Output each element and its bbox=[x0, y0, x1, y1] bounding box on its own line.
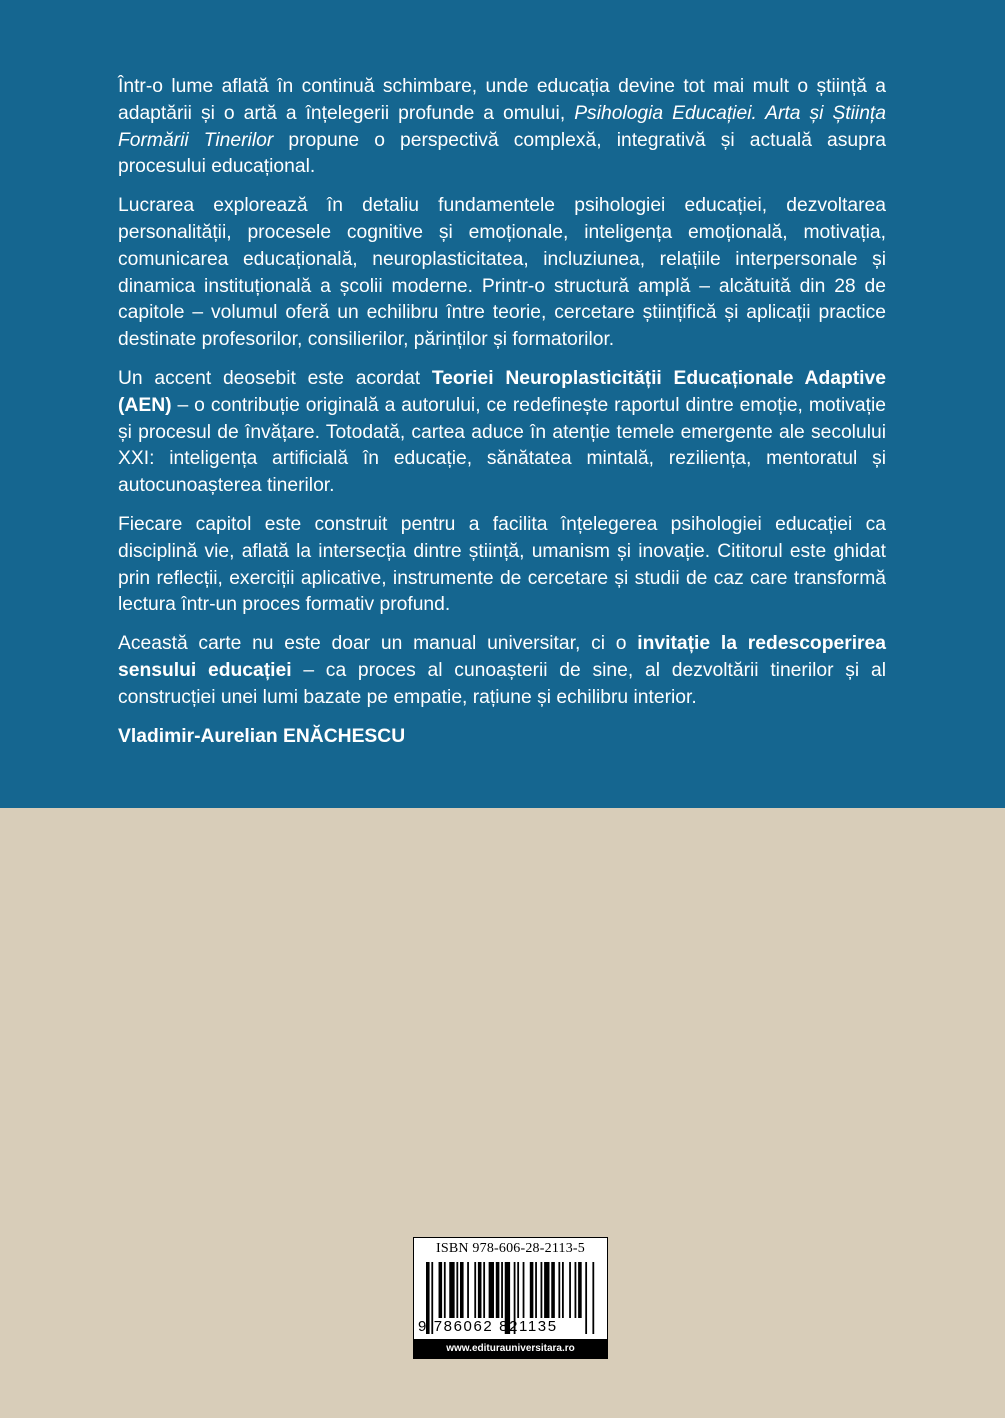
isbn-barcode-box bbox=[413, 1237, 608, 1359]
barcode-bar bbox=[456, 1262, 458, 1318]
author-first-name: Vladimir-Aurelian bbox=[118, 725, 284, 747]
barcode-bar bbox=[439, 1262, 443, 1318]
barcode-bar bbox=[483, 1262, 485, 1318]
barcode-bar bbox=[530, 1262, 534, 1318]
p5-text-end: – ca proces al cunoașterii de sine, al dezvoltării tinerilor și al construcției unei lumi bazate pe empatie, rațiune și echilibru interior. bbox=[118, 659, 886, 708]
p3-text-end: – o contribuție originală a autorului, ce redefinește raportul dintre emoție, motivație și procesul de învățare. Totodată, cartea aduce în atenție temele emergente ale secolului XXI: inteligența artificială în educație, sănătatea mintală, reziliența, mentoratul și autocunoașterea tinerilor. bbox=[118, 394, 886, 497]
barcode-bar bbox=[444, 1262, 446, 1318]
p5-text-start: Această carte nu este doar un manual universitar, ci o bbox=[118, 633, 638, 655]
barcode-bar bbox=[523, 1262, 525, 1318]
barcode-bar bbox=[569, 1262, 571, 1318]
p3-text-start: Un accent deosebit este acordat bbox=[118, 367, 432, 389]
author-signature bbox=[118, 724, 886, 751]
barcode-bar bbox=[517, 1262, 519, 1318]
barcode-bar bbox=[489, 1262, 494, 1318]
barcode-bar bbox=[449, 1262, 454, 1318]
isbn-label: ISBN 978-606-28-2113-5 bbox=[436, 1241, 585, 1256]
barcode-bar bbox=[575, 1262, 577, 1318]
invitation-bold: invitație la redescoperirea sensului educației bbox=[118, 633, 887, 681]
barcode-bar bbox=[474, 1262, 476, 1318]
blurb-paragraph-4: Fiecare capitol este construit pentru a facilita înțelegerea psihologiei educației ca disciplină vie, aflată la intersecția dintre știință, umanism și inovație. Cititorul este ghidat prin reflecții, exerciții aplicative, instrumente de cercetare și studii de caz care transformă lectura într-un proces formativ profund. bbox=[118, 513, 886, 616]
barcode-digits: 9 786062 821135 bbox=[418, 1318, 558, 1335]
barcode-bar bbox=[562, 1262, 564, 1318]
barcode-bar bbox=[501, 1262, 503, 1318]
publisher-url: www.editurauniversitara.ro bbox=[414, 1339, 607, 1358]
p1-text-end: propune o perspectivă complexă, integrativă și actuală asupra procesului educațional. bbox=[118, 129, 886, 178]
barcode-bar bbox=[544, 1262, 549, 1318]
book-title-italic: Psihologia Educației. Arta și Știința Formării Tinerilor bbox=[118, 102, 886, 151]
p1-text-start: Într-o lume aflată în continuă schimbare, unde educația devine tot mai mult o știință a adaptării și o artă a înțelegerii profunde a omului, bbox=[118, 76, 886, 124]
blurb-paragraph-5 bbox=[118, 631, 886, 711]
barcode-bar bbox=[467, 1262, 469, 1318]
blurb-paragraph-2: Lucrarea explorează în detaliu fundamentele psihologiei educației, dezvoltarea personalității, procesele cognitive și emoționale, inteligența emoțională, motivația, comunicarea educațională, neuroplasticitatea, incluziunea, relațiile interpersonale și dinamica instituțională a școlii moderne. Printr-o structură amplă – alcătuită din 28 de capitole – volumul oferă un echilibru între teorie, cercetare științifică și aplicații practice destinate profesorilor, consilierilor, părinților și formatorilor. bbox=[118, 195, 886, 351]
blurb-paragraph-1 bbox=[118, 74, 886, 181]
blurb-text bbox=[118, 74, 886, 762]
barcode-bar bbox=[496, 1262, 500, 1318]
author-last-name: ENĂCHESCU bbox=[283, 725, 406, 747]
blurb-paragraph-3 bbox=[118, 366, 886, 500]
barcode-bar bbox=[541, 1262, 543, 1318]
barcode-bar bbox=[460, 1262, 464, 1318]
barcode-bar bbox=[558, 1262, 560, 1318]
theory-name-bold: Teoriei Neuroplasticității Educaționale Adaptive (AEN) bbox=[118, 367, 886, 416]
barcode-bar bbox=[551, 1262, 555, 1318]
barcode-bar bbox=[478, 1262, 482, 1318]
barcode-bar bbox=[578, 1262, 582, 1318]
barcode-bar bbox=[535, 1262, 537, 1318]
